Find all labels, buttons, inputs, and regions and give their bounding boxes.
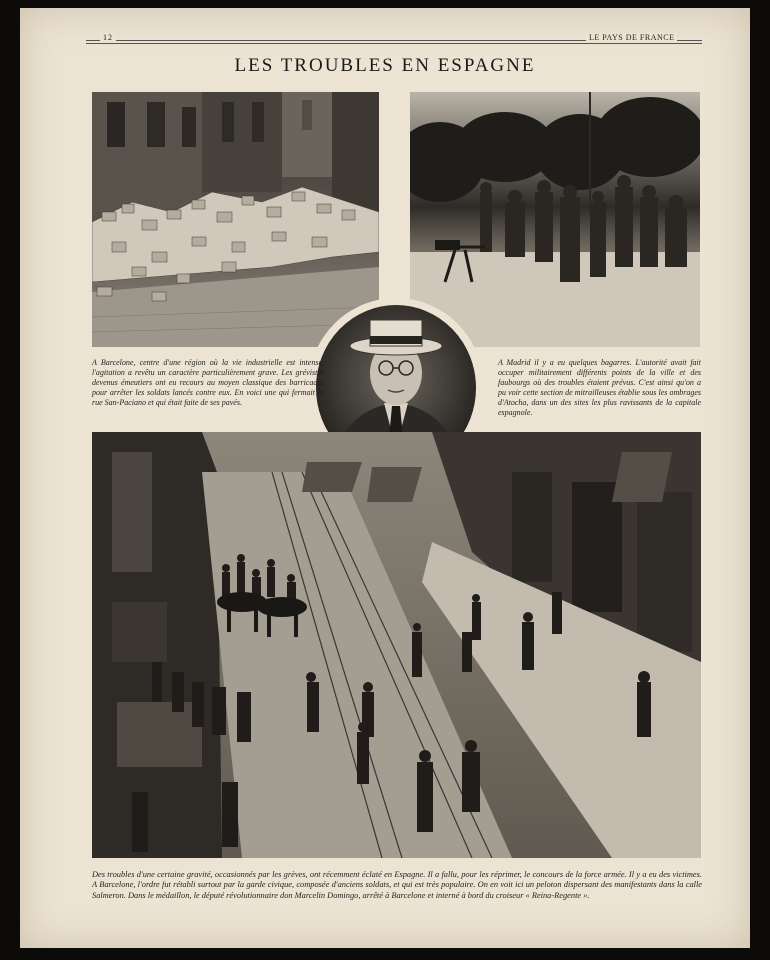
machine-gun-photo — [410, 92, 700, 347]
page-title: LES TROUBLES EN ESPAGNE — [234, 55, 536, 76]
page-number: 12 — [100, 33, 116, 42]
street-scene-photo — [92, 432, 701, 858]
publication-name: LE PAYS DE FRANCE — [586, 33, 677, 42]
barricade-photo — [92, 92, 379, 347]
header-rule-lower — [86, 43, 702, 44]
caption-madrid: A Madrid il y a eu quelques bagarres. L'autorité avait fait occuper militairement différents points de la ville et des faubourgs où des troubles étaient prévus. C'est ainsi qu'on a pu voir cette section de mitrailleuses établie sous les ombrages d'Atocha, dans un des sites les plus ravissants de la capitale espagnole. — [498, 358, 701, 417]
caption-bottom: Des troubles d'une certaine gravité, occasionnés par les grèves, ont récemment éclaté en Espagne. Il a fallu, pour les réprimer, le concours de la force armée. Il y a eu des victimes. A Barcelone, l'ordre fut rétabli surtout par la garde civique, composée d'anciens soldats, et qui est très populaire. On en voit ici un peloton dispersant des manifestants dans la calle Salmeron. Dans le médaillon, le député révolutionnaire don Marcelin Domingo, arrêté à Barcelone et interné à bord du croiseur « Reina-Regente ». — [92, 870, 702, 900]
caption-barcelona-barricade: A Barcelone, centre d'une région où la vie industrielle est intense, l'agitation a revêtu un caractère particulièrement grave. Les grévistes devenus émeutiers ont eu recours au moyen classique des barricades pour arrêter les soldats lancés contre eux. En voici une qui fermait la rue San-Paciano et qui était faite de ses pavés. — [92, 358, 324, 407]
